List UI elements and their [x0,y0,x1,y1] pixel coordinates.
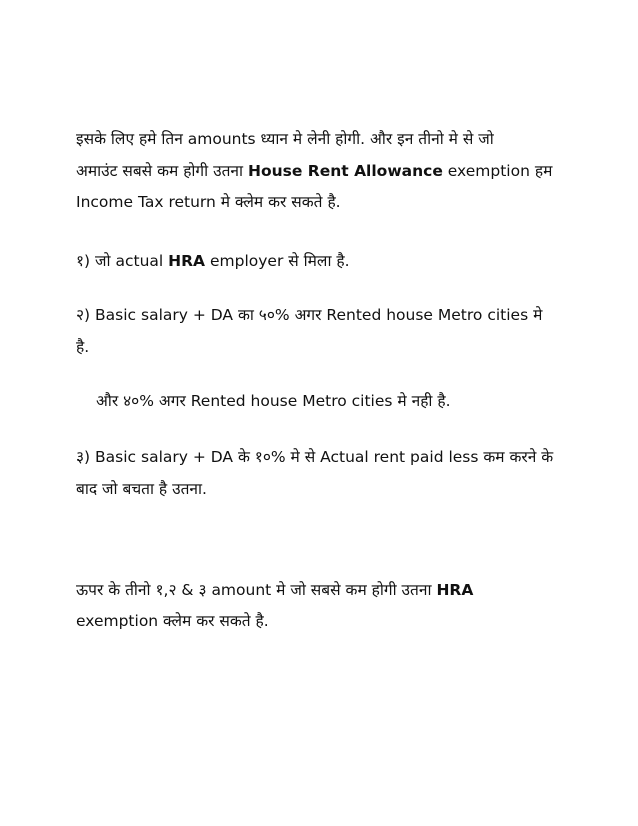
item-3-line-1 [76,446,553,468]
item-3-line-1-text: ३) Basic salary + DA के १०% मे से Actual rent paid less कम करने के [76,448,554,466]
item-2-line-2 [76,336,89,358]
conclusion-line-2 [76,610,269,632]
intro-line-3-text: Income Tax return मे क्लेम कर सकते है. [76,193,341,211]
item-3-line-2 [76,478,207,500]
item-2b-line [96,390,451,412]
item-3-line-2-text: बाद जो बचता है उतना. [76,480,207,498]
intro-line-2 [76,160,552,182]
item-2b-text: और ४०% अगर Rented house Metro cities मे नही है. [96,392,451,410]
conclusion-line-2-text: exemption क्लेम कर सकते है. [76,612,269,630]
item-1-pre: १) जो actual [76,252,169,270]
conclusion-line-1 [76,579,473,601]
item-1-post: employer से मिला है. [205,252,350,270]
item-2-line-1 [76,304,542,326]
intro-line-3 [76,191,341,213]
intro-line-2-bold: House Rent Allowance [247,162,443,180]
conclusion-line-1-bold: HRA [436,581,474,599]
conclusion-line-1-pre: ऊपर के तीनो १,२ & ३ amount मे जो सबसे कम होगी उतना [76,581,437,599]
intro-line-2-post: exemption हम [442,162,553,180]
intro-line-2-pre: अमाउंट सबसे कम होगी उतना [76,162,248,180]
item-2-line-1-text: २) Basic salary + DA का ५०% अगर Rented house Metro cities मे [76,306,543,324]
intro-line-1 [76,128,494,150]
item-1-bold: HRA [168,252,206,270]
item-1-line [76,250,350,272]
item-2-line-2-text: है. [76,338,90,356]
intro-line-1-text: इसके लिए हमे तिन amounts ध्यान मे लेनी होगी. और इन तीनो मे से जो [76,130,494,148]
